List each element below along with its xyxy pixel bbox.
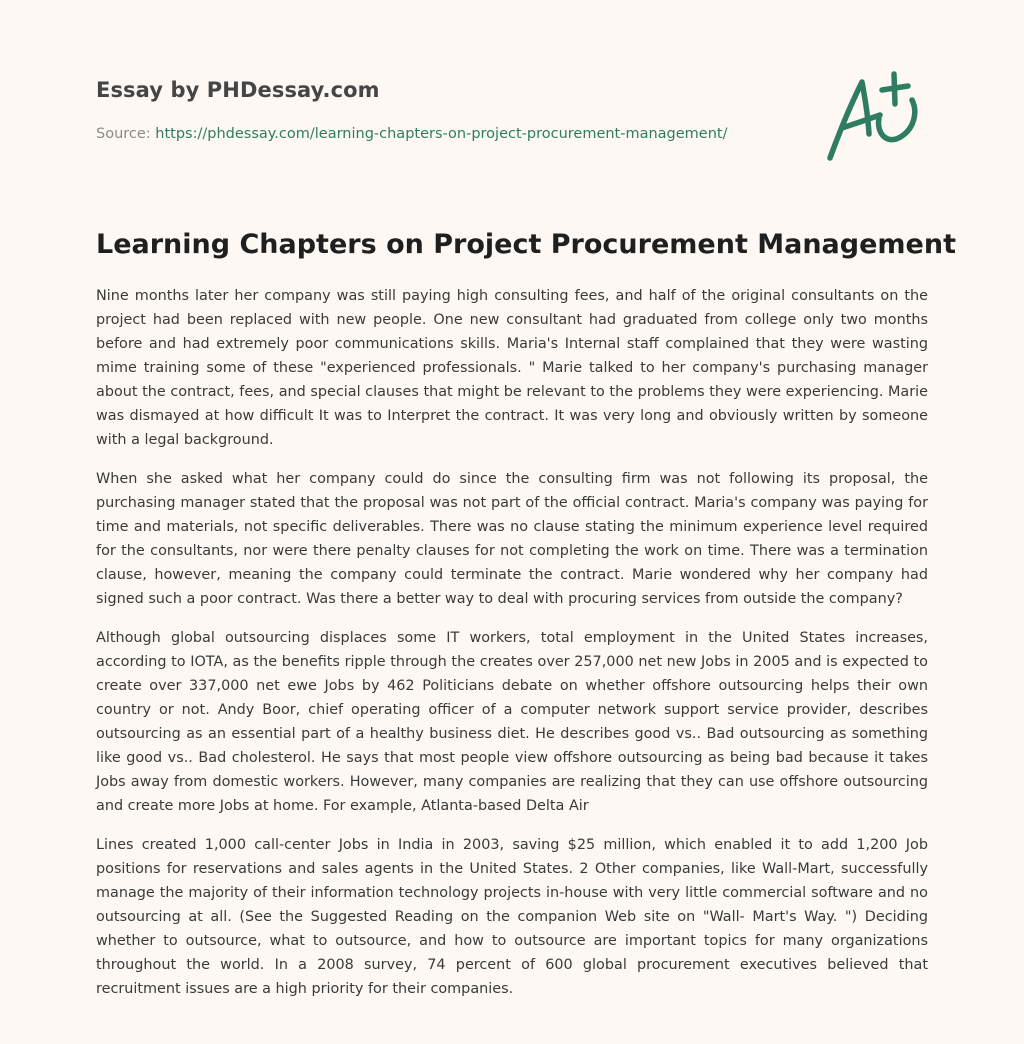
essay-paragraph: Nine months later her company was still paying high consulting fees, and half of the original consultants on the project had been replaced with new people. One new consultant had graduated from college only two months before and had extremely poor communications skills. Maria's Internal staff complained that they were wasting mime training some of these "experienced professionals. " Marie talked to her company's purchasing manager about the contract, fees, and special clauses that might be relevant to the problems they were experiencing. Marie was dismayed at how difficult It was to Interpret the contract. It was very long and obviously written by someone with a legal background. [96, 288, 928, 448]
essay-body [96, 284, 928, 1016]
essay-paragraph: Although global outsourcing displaces some IT workers, total employment in the United States increases, according to IOTA, as the benefits ripple through the creates over 257,000 net new Jobs in 2005 and is expected to create over 337,000 net ewe Jobs by 462 Politicians debate on whether offshore outsourcing helps their own country or not. Andy Boor, chief operating officer of a computer network support service provider, describes outsourcing as an essential part of a healthy business diet. He describes good vs.. Bad outsourcing as something like good vs.. Bad cholesterol. He says that most people view offshore outsourcing as being bad because it takes Jobs away from domestic workers. However, many companies are realizing that they can use offshore outsourcing and create more Jobs at home. For example, Atlanta-based Delta Air [96, 630, 928, 814]
essay-paragraph: Lines created 1,000 call-center Jobs in India in 2003, saving $25 million, which enabled it to add 1,200 Job positions for reservations and sales agents in the United States. 2 Other companies, like Wall-Mart, successfully manage the majority of their information technology projects in-house with very little commercial software and no outsourcing at all. (See the Suggested Reading on the companion Web site on "Wall- Mart's Way. ") Deciding whether to outsource, what to outsource, and how to outsource are important topics for many organizations throughout the world. In a 2008 survey, 74 percent of 600 global procurement executives believed that recruitment issues are a high priority for their companies. [96, 837, 928, 997]
source-label: Source: [96, 126, 156, 142]
essay-title: Learning Chapters on Project Procurement Management [96, 229, 956, 260]
brand-title: Essay by PHDessay.com [96, 78, 380, 102]
source-line [96, 124, 796, 144]
essay-header [96, 76, 796, 144]
a-plus-logo-icon [822, 66, 932, 166]
essay-paragraph: When she asked what her company could do since the consulting firm was not following its proposal, the purchasing manager stated that the proposal was not part of the official contract. Maria's company was paying for time and materials, not specific deliverables. There was no clause stating the minimum experience level required for the consultants, nor were there penalty clauses for not completing the work on time. There was a termination clause, however, meaning the company could terminate the contract. Marie wondered why her company had signed such a poor contract. Was there a better way to deal with procuring services from outside the company? [96, 471, 928, 607]
source-link[interactable]: https://phdessay.com/learning-chapters-on-project-procurement-management/ [155, 126, 728, 142]
